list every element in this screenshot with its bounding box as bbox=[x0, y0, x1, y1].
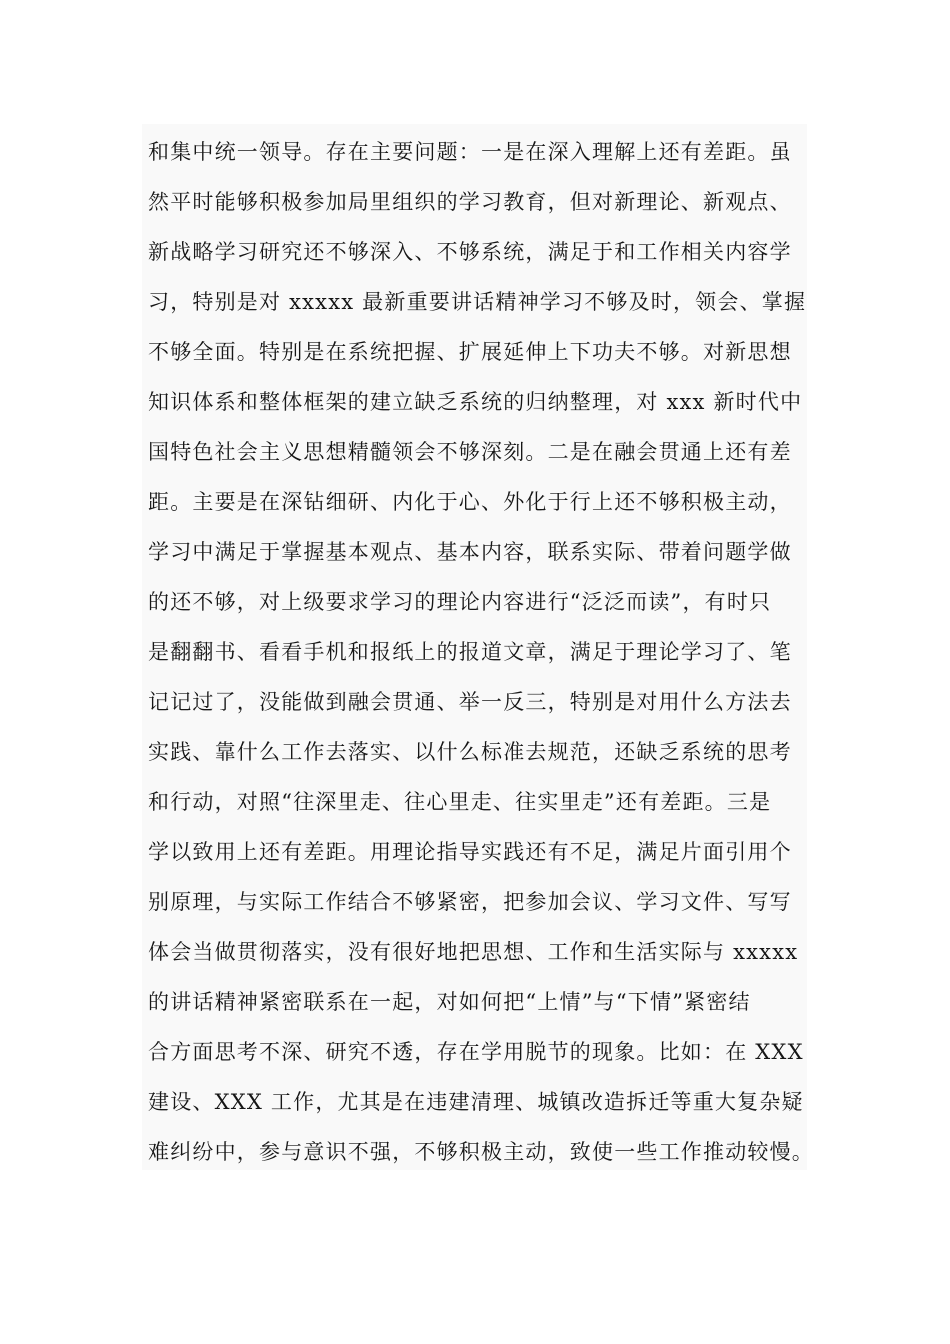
paragraph-line: 记记过了，没能做到融会贯通、举一反三，特别是对用什么方法去 bbox=[148, 690, 792, 714]
paragraph-line: 和行动，对照“往深里走、往心里走、往实里走”还有差距。三是 bbox=[148, 790, 772, 814]
paragraph-line: 学习中满足于掌握基本观点、基本内容，联系实际、带着问题学做 bbox=[148, 540, 792, 564]
paragraph-line: 不够全面。特别是在系统把握、扩展延伸上下功夫不够。对新思想 bbox=[148, 340, 792, 364]
paragraph-line: 合方面思考不深、研究不透，存在学用脱节的现象。比如：在 XXX bbox=[148, 1040, 804, 1064]
paragraph-line: 实践、靠什么工作去落实、以什么标准去规范，还缺乏系统的思考 bbox=[148, 740, 792, 764]
paragraph-line: 距。主要是在深钻细研、内化于心、外化于行上还不够积极主动， bbox=[148, 490, 792, 514]
paragraph-line: 是翻翻书、看看手机和报纸上的报道文章，满足于理论学习了、笔 bbox=[148, 640, 792, 664]
paragraph-line: 习，特别是对 xxxxx 最新重要讲话精神学习不够及时，领会、掌握 bbox=[148, 290, 807, 314]
paragraph-line: 别原理，与实际工作结合不够紧密，把参加会议、学习文件、写写 bbox=[148, 890, 792, 914]
paragraph-line: 学以致用上还有差距。用理论指导实践还有不足，满足片面引用个 bbox=[148, 840, 792, 864]
paragraph-line: 国特色社会主义思想精髓领会不够深刻。二是在融会贯通上还有差 bbox=[148, 440, 792, 464]
paragraph-line: 难纠纷中，参与意识不强，不够积极主动，致使一些工作推动较慢。 bbox=[148, 1140, 814, 1164]
paragraph-line: 的还不够，对上级要求学习的理论内容进行“泛泛而读”，有时只 bbox=[148, 590, 772, 614]
paragraph-line: 和集中统一领导。存在主要问题：一是在深入理解上还有差距。虽 bbox=[148, 140, 792, 164]
paragraph-line: 新战略学习研究还不够深入、不够系统，满足于和工作相关内容学 bbox=[148, 240, 792, 264]
paragraph-line: 的讲话精神紧密联系在一起，对如何把“上情”与“下情”紧密结 bbox=[148, 990, 751, 1014]
paragraph-line: 体会当做贯彻落实，没有很好地把思想、工作和生活实际与 xxxxx bbox=[148, 940, 799, 964]
paragraph-line: 然平时能够积极参加局里组织的学习教育，但对新理论、新观点、 bbox=[148, 190, 792, 214]
paragraph-line: 建设、XXX 工作，尤其是在违建清理、城镇改造拆迁等重大复杂疑 bbox=[148, 1090, 804, 1114]
paragraph-line: 知识体系和整体框架的建立缺乏系统的归纳整理，对 xxx 新时代中 bbox=[148, 390, 803, 414]
